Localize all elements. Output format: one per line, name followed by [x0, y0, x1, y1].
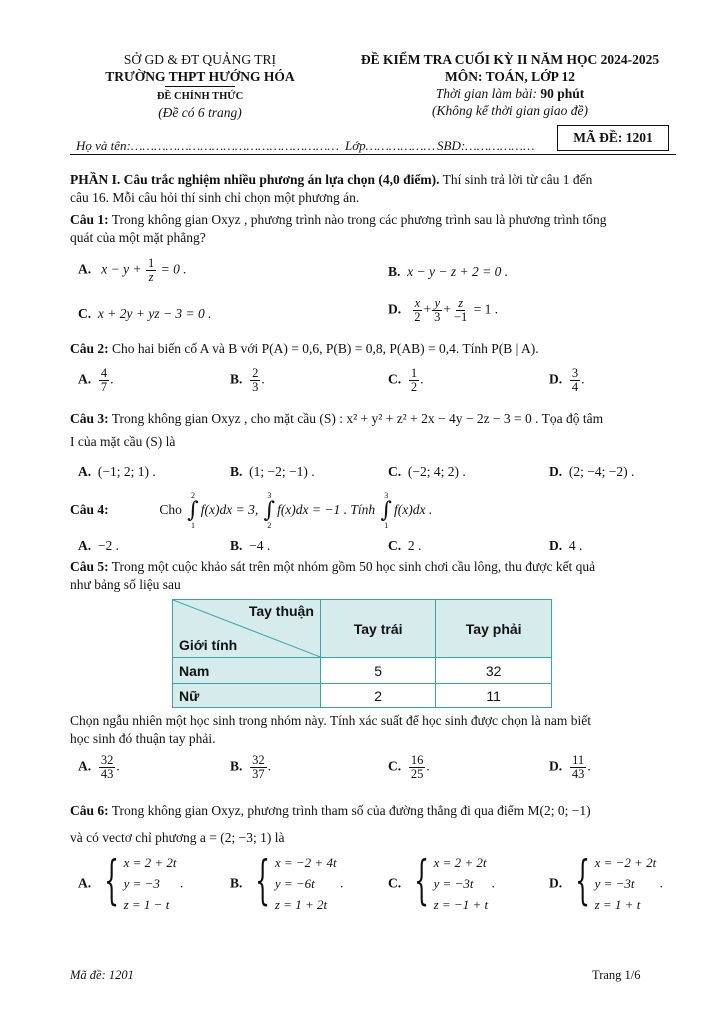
denominator: 25 — [410, 767, 424, 781]
table-row — [173, 658, 552, 684]
q1-d-expr-end: = 1 . — [470, 301, 499, 317]
denominator: 3 — [434, 310, 441, 324]
option-letter: B. — [230, 371, 243, 387]
option-letter: D. — [549, 538, 563, 553]
equation-y: y = −3t — [433, 876, 474, 891]
q5-option-a[interactable]: A. $\frac{32}{43}$ . — [78, 753, 120, 781]
upper-limit: 3 — [384, 491, 389, 500]
q3-d-value: (2; −4; −2) . — [568, 464, 635, 479]
brace-icon: { — [103, 851, 119, 911]
numerator: 1 — [147, 256, 155, 270]
q5-a-fraction — [99, 754, 116, 781]
brace-icon: { — [254, 851, 270, 911]
option-letter: B. — [230, 538, 243, 553]
question-3 — [70, 410, 690, 456]
option-letter: C. — [388, 758, 402, 774]
q5-text-a: Trong một cuộc khảo sát trên một nhóm gồm 50 học sinh chơi cầu lông, thu được kết quả — [108, 559, 596, 574]
denominator: 7 — [100, 380, 108, 394]
q2-c-fraction — [409, 367, 419, 394]
numerator: 11 — [572, 753, 585, 767]
q6-option-b[interactable]: B. { x = −2 + 4t y = −6t z = 1 + 2t . — [230, 852, 343, 915]
numerator: 1 — [410, 366, 418, 380]
equation-x: x = −2 + 2t — [594, 855, 657, 870]
option-letter: A. — [78, 464, 92, 479]
header-tay-phai: Tay phải — [436, 600, 552, 658]
row-label: Nam — [173, 658, 321, 684]
q1-d-frac2 — [432, 297, 442, 324]
q4-option-d[interactable] — [549, 538, 582, 554]
q6-label: Câu 6: — [70, 803, 109, 818]
q6-option-c[interactable]: C. { x = 2 + 2t y = −3t z = −1 + t . — [388, 852, 495, 915]
exam-title: ĐỀ KIỂM TRA CUỐI KỲ II NĂM HỌC 2024-2025 — [360, 52, 660, 67]
integral-sign-icon: ∫ — [187, 498, 199, 523]
denominator: 2 — [410, 380, 418, 394]
q5-label: Câu 5: — [70, 559, 109, 574]
part1-intro — [70, 171, 670, 207]
q6-option-a[interactable]: A. { x = 2 + 2t y = −3 z = 1 − t . — [78, 852, 183, 915]
q2-option-b[interactable]: B. $\frac{2}{3}$ . — [230, 366, 265, 394]
equation-z: z = 1 − t — [123, 897, 170, 912]
option-letter: C. — [388, 875, 402, 891]
row-label: Nữ — [173, 684, 321, 708]
lower-limit: 1 — [191, 521, 196, 530]
question-1 — [70, 211, 670, 247]
q5-c-fraction — [409, 754, 426, 781]
cell-value: 32 — [436, 658, 552, 684]
q1-c-expr: x + 2y + yz − 3 = 0 . — [97, 306, 212, 321]
corner-top-label: Tay thuận — [248, 603, 314, 619]
numerator: 2 — [252, 366, 259, 380]
option-letter: A. — [78, 875, 92, 891]
header-right — [340, 52, 680, 119]
q1-text-b: quát của một mặt phẳng? — [70, 230, 206, 245]
option-letter: C. — [388, 371, 402, 387]
option-letter: D. — [549, 371, 563, 387]
upper-limit: 2 — [191, 491, 196, 500]
denominator: 4 — [571, 380, 579, 394]
subject-line: MÔN: TOÁN, LỚP 12 — [444, 69, 575, 84]
time-label: Thời gian làm bài: — [435, 86, 541, 101]
option-letter: A. — [78, 261, 92, 277]
q4-b-value: −4 . — [249, 538, 271, 553]
q1-option-b[interactable] — [388, 264, 508, 280]
corner-bottom-label: Giới tính — [179, 637, 238, 653]
table-row — [173, 684, 552, 708]
equation-y: y = −6t — [274, 876, 315, 891]
denominator: 3 — [252, 380, 259, 394]
student-name-field: Họ và tên:……………………………………………… — [76, 138, 339, 153]
part1-instr-a: Thí sinh trả lời từ câu 1 đến — [439, 172, 593, 187]
numerator: 4 — [100, 366, 108, 380]
integral-1-expr: f(x)dx = 3, — [200, 502, 259, 518]
option-letter: C. — [78, 306, 92, 321]
footer-page-number: Trang 1/6 — [592, 968, 641, 982]
q3-option-d[interactable] — [549, 464, 634, 480]
equation-z: z = 1 + 2t — [274, 897, 328, 912]
denominator: 2 — [414, 310, 421, 324]
q3-b-value: (1; −2; −1) . — [249, 464, 315, 479]
q3-text-a: Trong không gian Oxyz , cho mặt cầu (S) : x² + y² + z² + 2x − 4y − 2z − 3 = 0 . Tọa độ tâm — [108, 411, 604, 426]
q4-cho: Cho — [159, 502, 182, 518]
equation-y: y = −3t — [594, 876, 635, 891]
option-letter: D. — [388, 301, 402, 317]
option-letter: D. — [549, 875, 563, 891]
numerator: y — [434, 296, 441, 310]
q4-option-a[interactable] — [78, 538, 119, 554]
option-letter: A. — [78, 758, 92, 774]
q1-d-frac1 — [412, 297, 422, 324]
numerator: 16 — [410, 753, 424, 767]
q5-b-fraction — [250, 754, 267, 781]
denominator: 43 — [100, 767, 114, 781]
q5-text-c: Chọn ngẫu nhiên một học sinh trong nhóm này. Tính xác suất để học sinh được chọn là nam biết — [70, 713, 591, 728]
option-letter: B. — [388, 264, 401, 279]
header-tay-trai: Tay trái — [320, 600, 435, 658]
denominator: z — [148, 270, 154, 284]
question-2 — [70, 340, 690, 358]
q4-a-value: −2 . — [97, 538, 119, 553]
question-4 — [70, 492, 690, 530]
equation-x: x = −2 + 4t — [274, 855, 337, 870]
official-label: ĐỀ CHÍNH THỨC — [156, 91, 244, 102]
option-letter: D. — [549, 464, 563, 479]
q4-label: Câu 4: — [70, 502, 109, 518]
q4-option-c[interactable] — [388, 538, 421, 554]
q3-option-c[interactable] — [388, 464, 466, 480]
q1-option-c[interactable] — [78, 306, 212, 322]
time-note: (Không kể thời gian giao đề) — [431, 103, 589, 118]
option-letter: A. — [78, 538, 92, 553]
q6-option-d[interactable]: D. { x = −2 + 2t y = −3t z = 1 + t . — [549, 852, 663, 915]
option-letter: C. — [388, 538, 402, 553]
class-field: Lớp……………… — [345, 138, 436, 153]
q3-text-b: I của mặt cầu (S) là — [70, 434, 176, 449]
q6-d-system — [566, 852, 657, 915]
cell-value: 5 — [320, 658, 435, 684]
integral-3 — [381, 492, 392, 530]
numerator: x — [414, 296, 421, 310]
q2-option-a[interactable]: A. $\frac{4}{7}$ . — [78, 366, 114, 394]
q2-option-c[interactable]: C. $\frac{1}{2}$ . — [388, 366, 424, 394]
q5-text-d: học sinh đó thuận tay phải. — [70, 731, 216, 746]
q2-option-d[interactable]: D. $\frac{3}{4}$ . — [549, 366, 585, 394]
q2-b-fraction — [250, 367, 260, 394]
q4-d-value: 4 . — [568, 538, 583, 553]
q3-option-a[interactable] — [78, 464, 156, 480]
q2-label: Câu 2: — [70, 341, 109, 356]
numerator: 32 — [100, 753, 114, 767]
q1-d-frac3 — [452, 297, 469, 324]
q3-a-value: (−1; 2; 1) . — [97, 464, 156, 479]
q6-b-system — [246, 852, 337, 915]
denominator: 37 — [252, 767, 265, 781]
school-name: TRƯỜNG THPT HƯỚNG HÓA — [105, 69, 295, 84]
cell-value: 11 — [436, 684, 552, 708]
q6-c-system — [405, 852, 489, 915]
dept-name: SỞ GD & ĐT QUẢNG TRỊ — [123, 52, 277, 67]
header-rule — [70, 154, 676, 155]
option-letter: B. — [230, 464, 243, 479]
q6-text-a: Trong không gian Oxyz, phương trình tham số của đường thẳng đi qua điểm M(2; 0; −1) — [108, 803, 591, 818]
brace-icon: { — [413, 851, 429, 911]
equation-z: z = 1 + t — [594, 897, 641, 912]
q3-label: Câu 3: — [70, 411, 109, 426]
q4-c-value: 2 . — [407, 538, 422, 553]
integral-1 — [187, 492, 198, 530]
option-letter: B. — [230, 758, 243, 774]
lower-limit: 2 — [267, 521, 272, 530]
sbd-field: SBD:……………… — [437, 138, 535, 153]
q1-option-d[interactable]: D. $\frac{x}{2}$ + $\frac{y}{3}$ + $\frac{z}{-1}$ = 1 . — [388, 296, 499, 324]
option-letter: A. — [78, 371, 92, 387]
equation-x: x = 2 + 2t — [433, 855, 487, 870]
q5-option-b[interactable]: B. $\frac{32}{37}$ . — [230, 753, 272, 781]
option-letter: D. — [549, 758, 563, 774]
integral-3-expr: f(x)dx . — [394, 502, 433, 518]
q3-c-value: (−2; 4; 2) . — [407, 464, 466, 479]
q2-a-fraction — [99, 367, 109, 394]
q5-text-b: như bảng số liệu sau — [70, 577, 181, 592]
denominator: −1 — [454, 310, 468, 324]
upper-limit: 3 — [267, 491, 272, 500]
q1-b-expr: x − y − z + 2 = 0 . — [407, 264, 509, 279]
q4-option-b[interactable] — [230, 538, 270, 554]
q1-text-a: Trong không gian Oxyz , phương trình nào trong các phương trình sau là phương trình tổng — [108, 212, 607, 227]
equation-z: z = −1 + t — [433, 897, 489, 912]
q1-label: Câu 1: — [70, 212, 109, 227]
time-value: 90 phút — [540, 86, 585, 101]
brace-icon: { — [574, 851, 590, 911]
cell-value: 2 — [320, 684, 435, 708]
q2-text: Cho hai biến cố A và B với P(A) = 0,6, P(B) = 0,8, P(AB) = 0,4. Tính P(B | A). — [108, 341, 539, 356]
table-corner-cell — [173, 600, 321, 658]
numerator: 3 — [571, 366, 579, 380]
q1-a-expr-end: = 0 . — [157, 261, 187, 277]
q1-a-expr: x − y + — [101, 261, 145, 277]
q5-option-d[interactable]: D. $\frac{11}{43}$ . — [549, 753, 591, 781]
q6-a-system — [95, 852, 177, 915]
integral-sign-icon: ∫ — [380, 498, 392, 523]
q3-option-b[interactable] — [230, 464, 315, 480]
header-left — [70, 52, 330, 121]
footer-exam-code: Mã đề: 1201 — [70, 968, 134, 982]
option-letter: C. — [388, 464, 402, 479]
q2-d-fraction — [570, 367, 580, 394]
q5-d-fraction — [570, 754, 587, 781]
page-count-note: (Đề có 6 trang) — [158, 105, 242, 120]
part1-instr-b: câu 16. Mỗi câu hỏi thí sinh chỉ chọn một phương án. — [70, 190, 360, 205]
q6-text-b: và có vectơ chỉ phương a = (2; −3; 1) là — [70, 830, 285, 845]
equation-x: x = 2 + 2t — [123, 855, 177, 870]
exam-time — [340, 86, 680, 102]
q5-option-c[interactable]: C. $\frac{16}{25}$ . — [388, 753, 430, 781]
part1-title: PHẦN I. Câu trắc nghiệm nhiều phương án lựa chọn (4,0 điểm). — [70, 172, 440, 187]
denominator: 43 — [571, 767, 585, 781]
q1-a-fraction — [146, 257, 156, 284]
survey-table — [172, 599, 552, 708]
question-5 — [70, 558, 690, 594]
equation-y: y = −3 — [123, 876, 160, 891]
exam-code-box: MÃ ĐỀ: 1201 — [557, 125, 669, 151]
option-letter: B. — [230, 875, 243, 891]
q1-option-a[interactable] — [78, 257, 187, 284]
integral-sign-icon: ∫ — [263, 498, 276, 523]
question-5-cont — [70, 712, 690, 748]
numerator: 32 — [252, 753, 265, 767]
lower-limit: 1 — [384, 521, 389, 530]
numerator: z — [458, 296, 464, 310]
question-6 — [70, 797, 690, 851]
integral-2 — [264, 492, 275, 530]
integral-2-expr: f(x)dx = −1 . Tính — [277, 502, 376, 518]
